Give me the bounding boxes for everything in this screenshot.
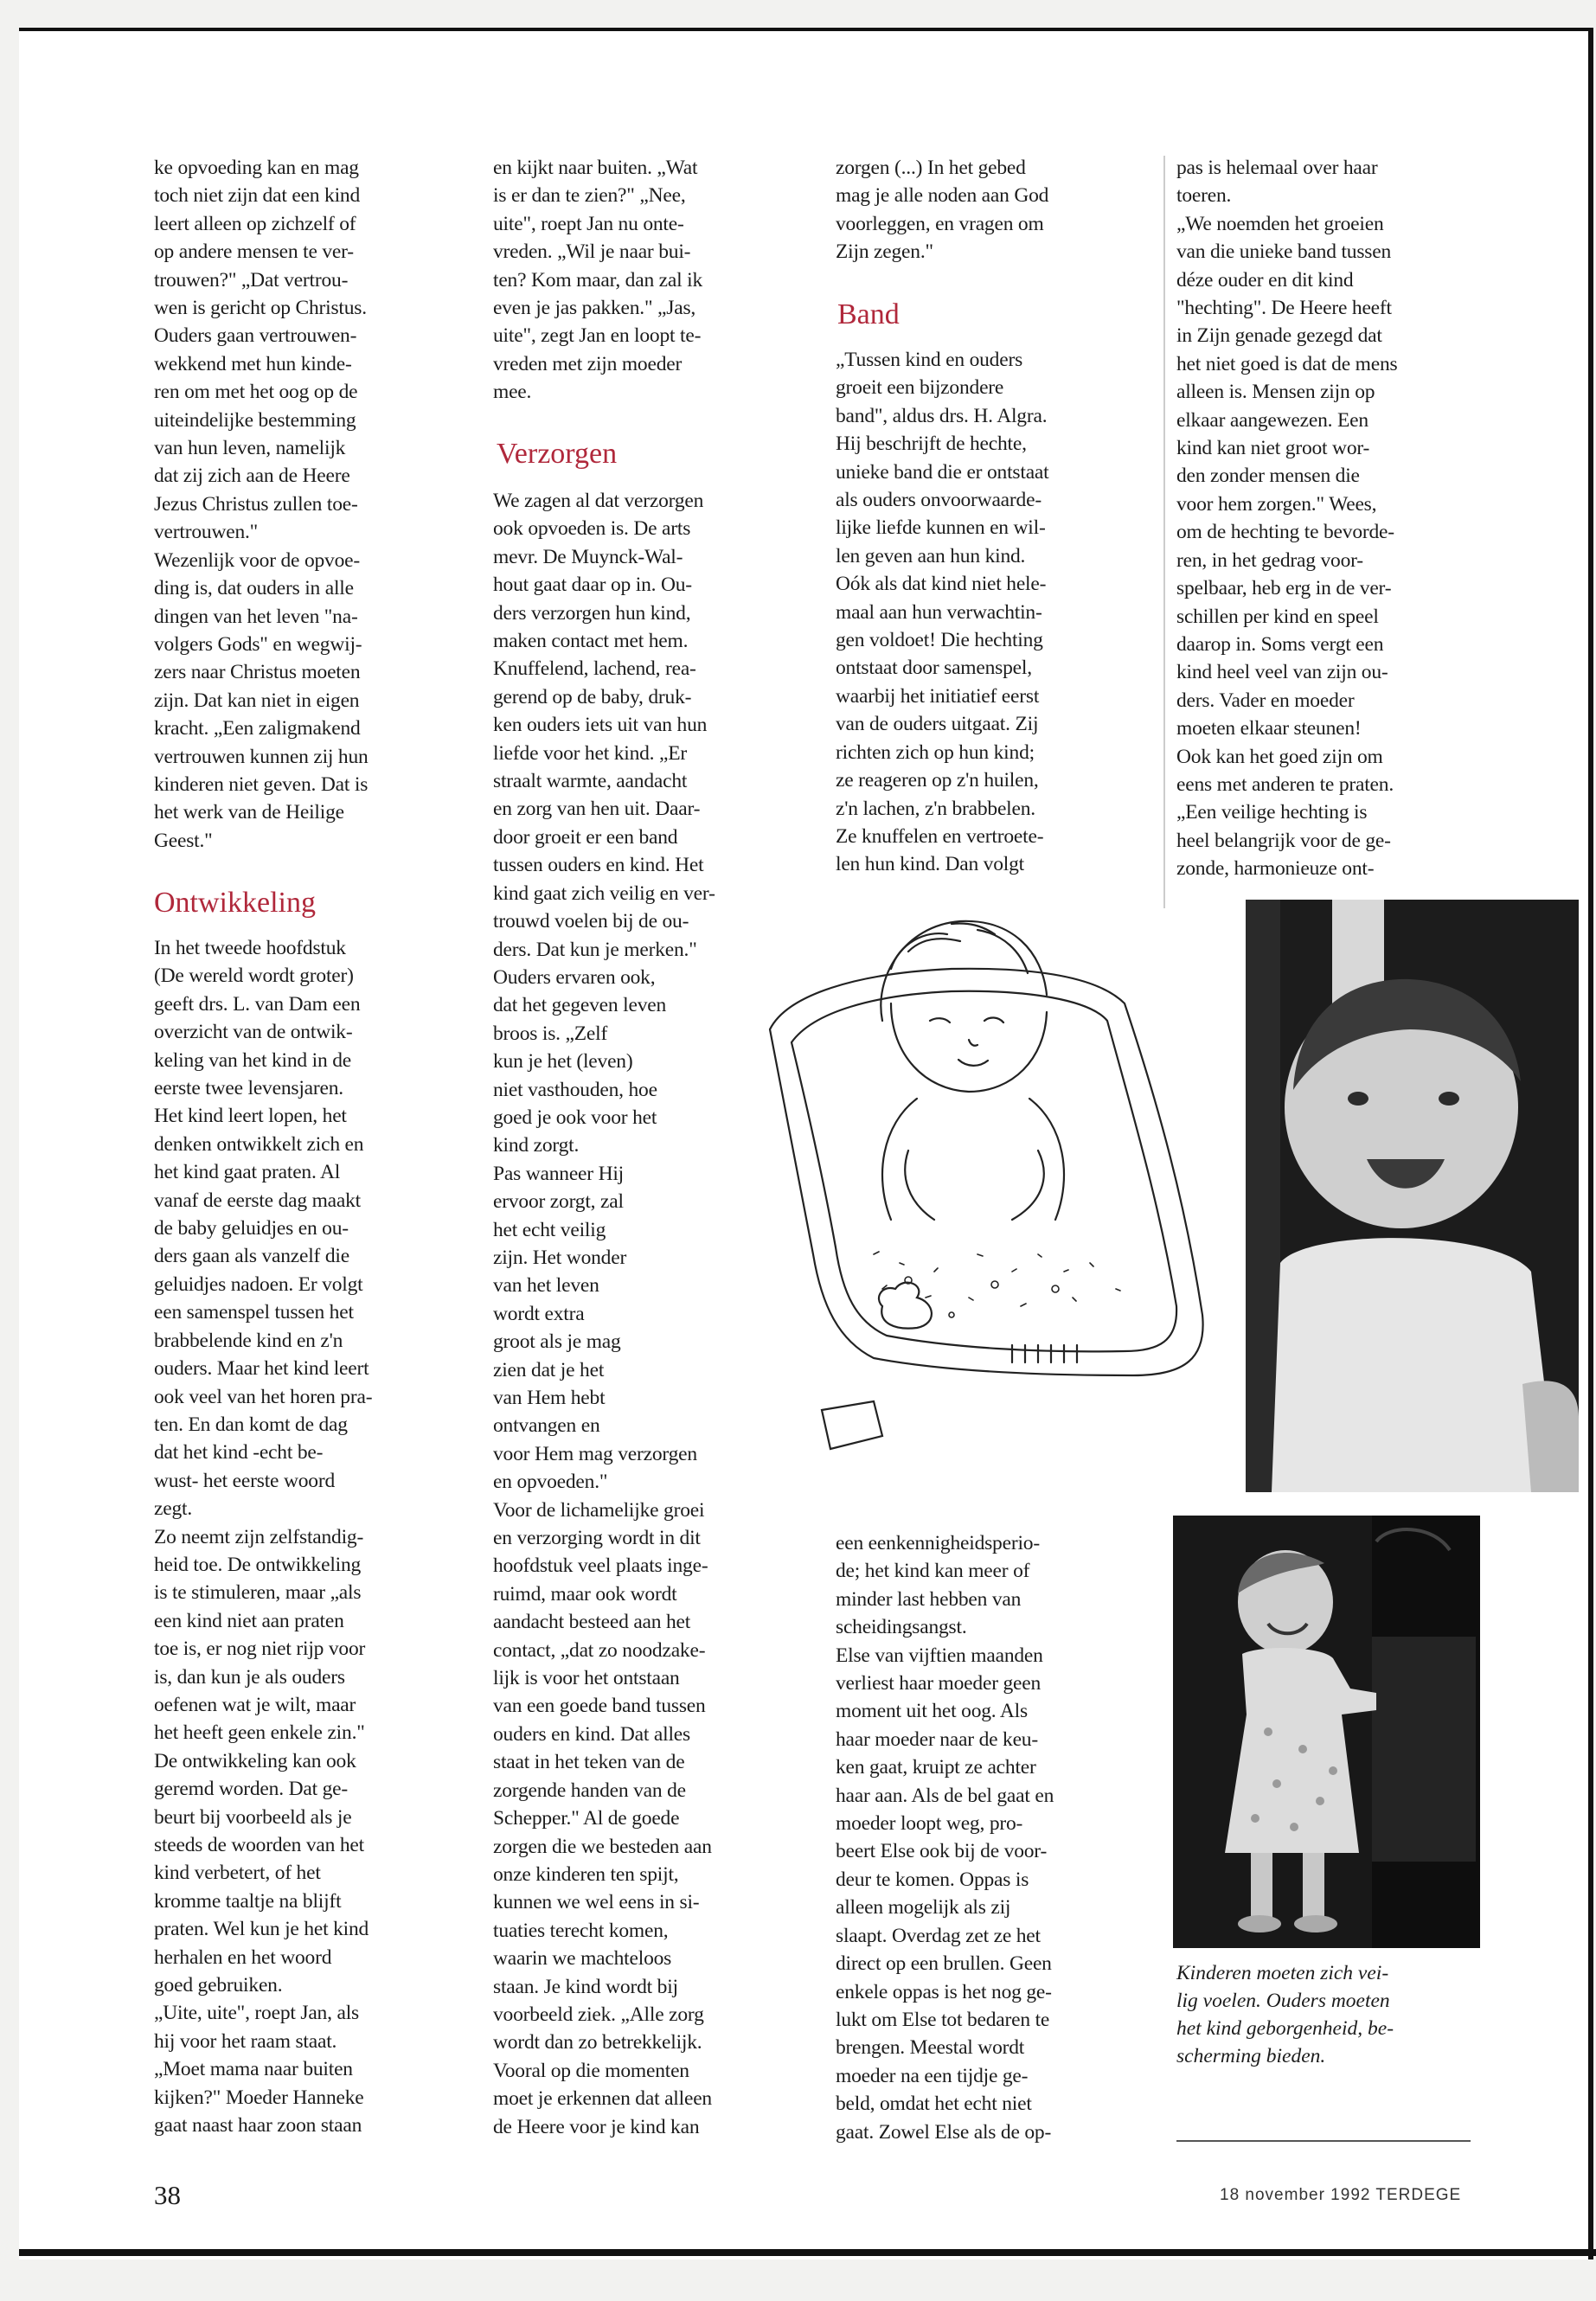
column-4-top-text: pas is helemaal over haar toeren. „We noemden het groeien van die unieke band tussen déze ouder en dit kind "hechting". De Heere heeft in Zijn genade gezegd dat het niet goed is dat de mens alleen is. Mensen zijn op elkaar aangewezen. Een kind kan niet groot wor- den zonder mensen die voor hem zorgen." Wees, om de hechting te bevorde- ren, in het gedrag voor- spelbaar, heb erg in de ver- schillen per kind en speel daarop in. Soms vergt een kind heel veel van zijn ou- ders. Vader en moeder moeten elkaar steunen! Ook kan het goed zijn om eens met anderen te praten. „Een veilige hechting is heel belangrijk voor de ge- zonde, harmonieuze ont- [1176, 157, 1398, 881]
column-2-top-text: en kijkt naar buiten. „Wat is er dan te zien?" „Nee, uite", roept Jan nu onte- vreden. „Wil je naar bui- ten? Kom maar, dan zal ik even je jas pakken." „Jas, uite", zegt Jan en loopt te- vreden met zijn moeder mee. [493, 157, 703, 404]
caption-rule [1176, 2140, 1471, 2142]
heading-band: Band [837, 298, 900, 330]
photo-smiling-baby [1246, 900, 1579, 1492]
footer-date: 18 november 1992 TERDEGE [1220, 2186, 1462, 2204]
photo-standing-toddler [1173, 1516, 1480, 1948]
heading-ontwikkeling: Ontwikkeling [154, 887, 316, 919]
photo-caption: Kinderen moeten zich vei- lig voelen. Ouders moeten het kind geborgenheid, be- scherming bieden. [1176, 1962, 1394, 2067]
page-number: 38 [154, 2180, 181, 2210]
column-3-bottom-text: een eenkennigheidsperio- de; het kind kan meer of minder last hebben van scheidingsangst. Else van vijftien maanden verliest haar moeder geen moment uit het oog. Als haar moeder naar de keu- ken gaat, kruipt ze achter haar aan. Als de bel gaat en moeder loopt weg, pro- beert Else ook bij de voor- deur te komen. Oppas is alleen mogelijk als zij slaapt. Overdag zet ze het direct op een brullen. Geen enkele oppas is het nog ge- lukt om Else tot bedaren te brengen. Meestal wordt moeder na een tijdje ge- beld, omdat het echt niet gaat. Zowel Else als de op- [836, 1532, 1054, 2144]
column-3-top-text: zorgen (...) In het gebed mag je alle noden aan God voorleggen, en vragen om Zijn zegen." [836, 157, 1049, 264]
column-1-top-text: ke opvoeding kan en mag toch niet zijn dat een kind leert alleen op zichzelf of op andere mensen te ver- trouwen?" „Dat vertrou- wen is gericht op Christus. Ouders gaan vertrouwen- wekkend met hun kinde- ren om met het oog op de uiteindelijke bestemming van hun leven, namelijk dat zij zich aan de Heere Jezus Christus zullen toe- vertrouwen." Wezenlijk voor de opvoe- ding is, dat ouders in alle dingen van het leven "na- volgers Gods" en wegwij- zers naar Christus moeten zijn. Dat kan niet in eigen kracht. „Een zaligmakend vertrouwen kunnen zij hun kinderen niet geven. Dat is het werk van de Heilige Geest." [154, 157, 369, 852]
column-2-body-text: We zagen al dat verzorgen ook opvoeden is. De arts mevr. De Muynck-Wal- hout gaat daar op in. Ou- ders verzorgen hun kind, maken contact met hem. Knuffelend, lachend, rea- gerend op de baby, druk- ken ouders iets uit van hun liefde voor het kind. „Er straalt warmte, aandacht en zorg van hen uit. Daar- door groeit er een band tussen ouders en kind. Het kind gaat zich veilig en ver- trouwd voelen bij de ou- ders. Dat kun je merken." Ouders ervaren ook, dat het gegeven leven broos is. „Zelf kun je het (leven) niet vasthouden, hoe goed je ook voor het kind zorgt. Pas wanneer Hij ervoor zorgt, zal het echt veilig zijn. Het wonder van het leven wordt extra groot als je mag zien dat je het van Hem hebt ontvangen en voor Hem mag verzorgen en opvoeden." Voor de lichamelijke groei en verzorging wordt in dit hoofdstuk veel plaats inge- ruimd, maar ook wordt aandacht besteed aan het contact, „dat zo noodzake- lijk is voor het ontstaan van een goede band tussen ouders en kind. Dat alles staat in het teken van de zorgende handen van de Schepper." Al de goede zorgen die we besteden aan onze kinderen ten spijt, kunnen we wel eens in si- tuaties terecht komen, waarin we machteloos staan. Je kind wordt bij voorbeeld ziek. „Alle zorg wordt dan zo betrekkelijk. Vooral op die momenten moet je erkennen dat alleen de Heere voor je kind kan [493, 490, 715, 2138]
column-3-mid-text: „Tussen kind en ouders groeit een bijzondere band", aldus drs. H. Algra. Hij beschrijft de hechte, unieke band die er ontstaat als ouders onvoorwaarde- lijke liefde kunnen en wil- len geven aan hun kind. Oók als dat kind niet hele- maal aan hun verwachtin- gen voldoet! Die hechting ontstaat door samenspel, waarbij het initiatief eerst van de ouders uitgaat. Zij richten zich op hun kind; ze reageren op z'n huilen, z'n lachen, z'n brabbelen. Ze knuffelen en vertroete- len hun kind. Dan volgt [836, 349, 1049, 876]
column-1-bottom-text: In het tweede hoofdstuk (De wereld wordt groter) geeft drs. L. van Dam een overzicht van de ontwik- keling van het kind in de eerste twee levensjaren. Het kind leert lopen, het denken ontwikkelt zich en het kind gaat praten. Al vanaf de eerste dag maakt de baby geluidjes en ou- ders gaan als vanzelf die geluidjes nadoen. Er volgt een samenspel tussen het brabbelende kind en z'n ouders. Maar het kind leert ook veel van het horen pra- ten. En dan komt de dag dat het kind -echt be- wust- het eerste woord zegt. Zo neemt zijn zelfstandig- heid toe. De ontwikkeling is te stimuleren, maar „als een kind niet aan praten toe is, er nog niet rijp voor is, dan kun je als ouders oefenen wat je wilt, maar het heeft geen enkele zin." De ontwikkeling kan ook geremd worden. Dat ge- beurt bij voorbeeld als je steeds de woorden van het kind verbetert, of het kromme taaltje na blijft praten. Wel kun je het kind herhalen en het woord goed gebruiken. „Uite, uite", roept Jan, als hij voor het raam staat. „Moet mama naar buiten kijken?" Moeder Hanneke gaat naast haar zoon staan [154, 937, 373, 2138]
baby-bath-illustration [753, 891, 1220, 1497]
page-bottom-border [19, 2249, 1596, 2256]
heading-verzorgen: Verzorgen [497, 438, 618, 470]
column-divider [1163, 156, 1165, 908]
